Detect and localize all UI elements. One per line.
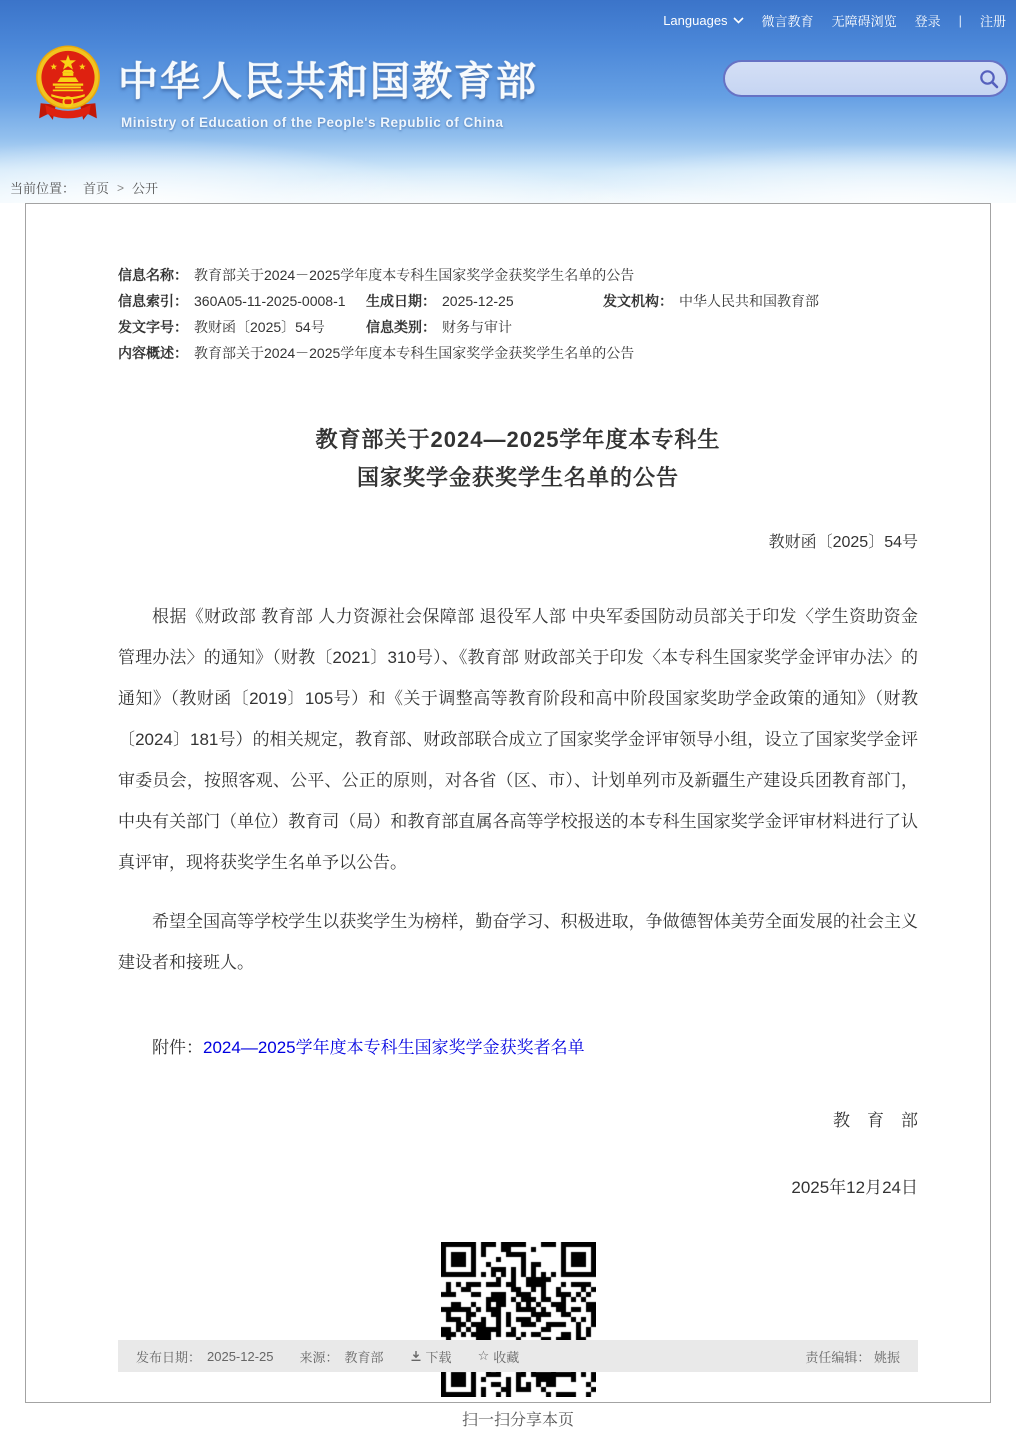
search-icon	[978, 68, 1000, 90]
star-icon: ☆	[477, 1348, 490, 1363]
national-emblem-icon	[30, 44, 106, 126]
document-number: 教财函〔2025〕54号	[768, 534, 918, 551]
languages-label: Languages	[663, 12, 728, 28]
meta-row-docno	[118, 314, 918, 340]
article-title	[118, 421, 918, 497]
meta-issuer-value: 中华人民共和国教育部	[679, 293, 819, 309]
favorite-label: 收藏	[493, 1349, 520, 1365]
document-meta	[118, 262, 918, 366]
accessibility-link[interactable]: 无障碍浏览	[831, 13, 897, 29]
breadcrumb-current[interactable]: 公开	[132, 181, 159, 196]
meta-row-name	[118, 262, 918, 288]
chevron-down-icon	[733, 17, 744, 24]
meta-category-value: 财务与审计	[442, 319, 512, 335]
meta-gendate-label: 生成日期：	[366, 293, 436, 309]
qr-code	[441, 1242, 596, 1397]
breadcrumb-home[interactable]: 首页	[83, 181, 110, 196]
search-button[interactable]	[972, 62, 1006, 95]
breadcrumb	[10, 178, 158, 197]
search-input[interactable]	[725, 62, 972, 95]
meta-index-value: 360A05-11-2025-0008-1	[194, 293, 346, 309]
favorite-button[interactable]	[478, 1347, 520, 1366]
search-box	[723, 60, 1008, 97]
editor-label: 责任编辑：	[805, 1349, 871, 1365]
article-footer-bar	[118, 1340, 918, 1372]
attachment-label: 附件：	[152, 1038, 203, 1057]
meta-index-label: 信息索引：	[118, 293, 188, 309]
meta-row-summary	[118, 340, 918, 366]
document-panel	[25, 203, 991, 1429]
register-link[interactable]: 注册	[979, 13, 1006, 29]
download-label: 下载	[425, 1349, 452, 1365]
source-value: 教育部	[344, 1349, 384, 1365]
signature: 教 育 部	[833, 1111, 918, 1130]
qr-share-block	[118, 1242, 918, 1430]
brand-text	[118, 44, 538, 130]
source-label: 来源：	[299, 1349, 339, 1365]
paragraph-1: 根据《财政部 教育部 人力资源社会保障部 退役军人部 中央军委国防动员部关于印发〈学生资助资金管理办法〉的通知》（财教〔2021〕310号）、《教育部 财政部关于印发〈本专科生国家奖学金评审办法〉的通知》（教财函〔2019〕105号）和《关于调整高等教育阶段和高中阶段国家奖助学金政策的通知》（财教〔2024〕181号）的相关规定，教育部、财政部联合成立了国家奖学金评审领导小组，设立了国家奖学金评审委员会，按照客观、公平、公正的原则，对各省（区、市）、计划单列市及新疆生产建设兵团教育部门，中央有关部门（单位）教育司（局）和教育部直属各高等学校报送的本专科生国家奖学金评审材料进行了认真评审，现将获奖学生名单予以公告。	[118, 607, 918, 872]
login-link[interactable]: 登录	[914, 13, 941, 29]
article-title-line1: 教育部关于2024—2025学年度本专科生	[315, 427, 721, 452]
meta-docno-value: 教财函〔2025〕54号	[194, 319, 325, 335]
download-icon	[410, 1350, 422, 1362]
languages-menu[interactable]	[663, 13, 743, 28]
meta-summary-label: 内容概述：	[118, 345, 188, 361]
qr-caption: 扫一扫分享本页	[461, 1412, 574, 1429]
topbar-divider: |	[958, 12, 962, 28]
meta-docno-label: 发文字号：	[118, 319, 188, 335]
site-title: 中华人民共和国教育部	[118, 60, 538, 104]
attachment-line	[118, 1033, 918, 1058]
paragraph-2: 希望全国高等学校学生以获奖学生为榜样，勤奋学习、积极进取，争做德智体美劳全面发展的社会主义建设者和接班人。	[118, 912, 918, 972]
meta-name-value: 教育部关于2024－2025学年度本专科生国家奖学金获奖学生名单的公告	[194, 267, 635, 283]
editor-value: 姚振	[873, 1349, 900, 1365]
publish-date-label: 发布日期：	[136, 1349, 202, 1365]
site-subtitle: Ministry of Education of the People's Republic of China	[121, 115, 504, 130]
breadcrumb-separator-icon: >	[117, 180, 125, 195]
publish-date-value: 2025-12-25	[207, 1348, 274, 1364]
meta-row-index	[118, 288, 918, 314]
meta-name-label: 信息名称：	[118, 267, 188, 283]
breadcrumb-label: 当前位置：	[10, 181, 76, 196]
meta-category-label: 信息类别：	[366, 319, 436, 335]
meta-issuer-label: 发文机构：	[603, 293, 673, 309]
article-title-line2: 国家奖学金获奖学生名单的公告	[356, 465, 679, 490]
attachment-link[interactable]: 2024—2025学年度本专科生国家奖学金获奖者名单	[203, 1038, 585, 1057]
download-button[interactable]	[410, 1347, 452, 1366]
meta-summary-value: 教育部关于2024－2025学年度本专科生国家奖学金获奖学生名单的公告	[194, 345, 635, 361]
site-logo[interactable]	[30, 44, 538, 130]
meta-gendate-value: 2025-12-25	[442, 293, 514, 309]
site-header	[0, 0, 1016, 203]
signature-date: 2025年12月24日	[791, 1178, 918, 1197]
weiyan-education-link[interactable]: 微言教育	[761, 13, 814, 29]
topbar	[0, 0, 1016, 40]
